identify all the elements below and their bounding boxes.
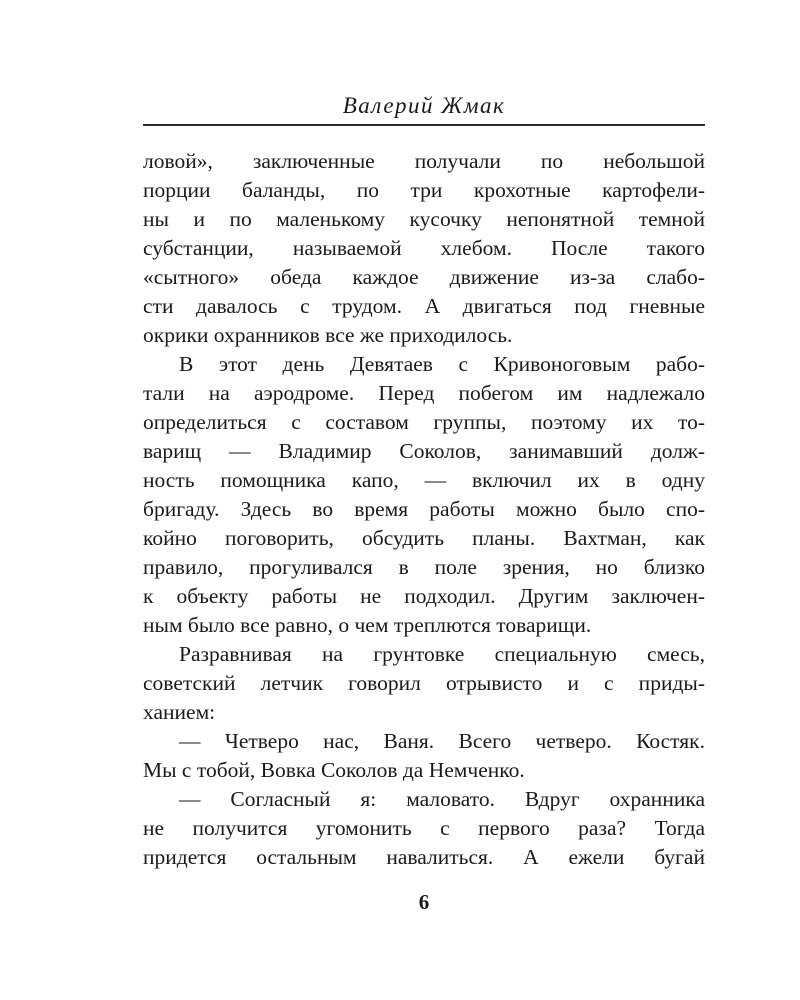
text-line: ханием: [143,700,216,724]
text-line: субстанции, называемой хлебом. После такого [143,236,705,260]
text-line: ны и по маленькому кусочку непонятной темной [143,207,705,231]
text-line: койно поговорить, обсудить планы. Вахтман, как [143,526,705,550]
text-line: правило, прогуливался в поле зрения, но близко [143,555,705,579]
text-line: ным было все равно, о чем треплются товарищи. [143,613,592,637]
text-line: не получится угомонить с первого раза? Тогда [143,816,705,840]
running-header: Валерий Жмак [342,93,506,118]
text-line: бригаду. Здесь во время работы можно было спо- [143,497,705,521]
text-line: В этот день Девятаев с Кривоноговым рабо- [179,352,705,376]
text-line: ность помощника капо, — включил их в одну [143,468,705,492]
text-line: «сытного» обеда каждое движение из-за слабо- [143,265,705,289]
text-line: порции баланды, по три крохотные картофели- [143,178,705,202]
text-line: тали на аэродроме. Перед побегом им надлежало [143,381,705,405]
text-line: — Четверо нас, Ваня. Всего четверо. Костяк. [179,729,705,753]
text-line: ловой», заключенные получали по небольшой [143,149,705,173]
text-line: варищ — Владимир Соколов, занимавший долж- [143,439,705,463]
text-line: придется остальным навалиться. А ежели бугай [143,845,705,869]
text-line: окрики охранников все же приходилось. [143,323,513,347]
text-line: — Согласный я: маловато. Вдруг охранника [179,787,705,811]
page-number: 6 [418,890,430,914]
text-line: советский летчик говорил отрывисто и с приды- [143,671,705,695]
text-line: Разравнивая на грунтовке специальную смесь, [179,642,705,666]
text-line: к объекту работы не подходил. Другим заключен- [143,584,705,608]
page-body [143,147,705,872]
text-line: сти давалось с трудом. А двигаться под гневные [143,294,705,318]
text-line: определиться с составом группы, поэтому их то- [143,410,705,434]
header-divider [143,124,705,126]
text-line: Мы с тобой, Вовка Соколов да Немченко. [143,758,525,782]
